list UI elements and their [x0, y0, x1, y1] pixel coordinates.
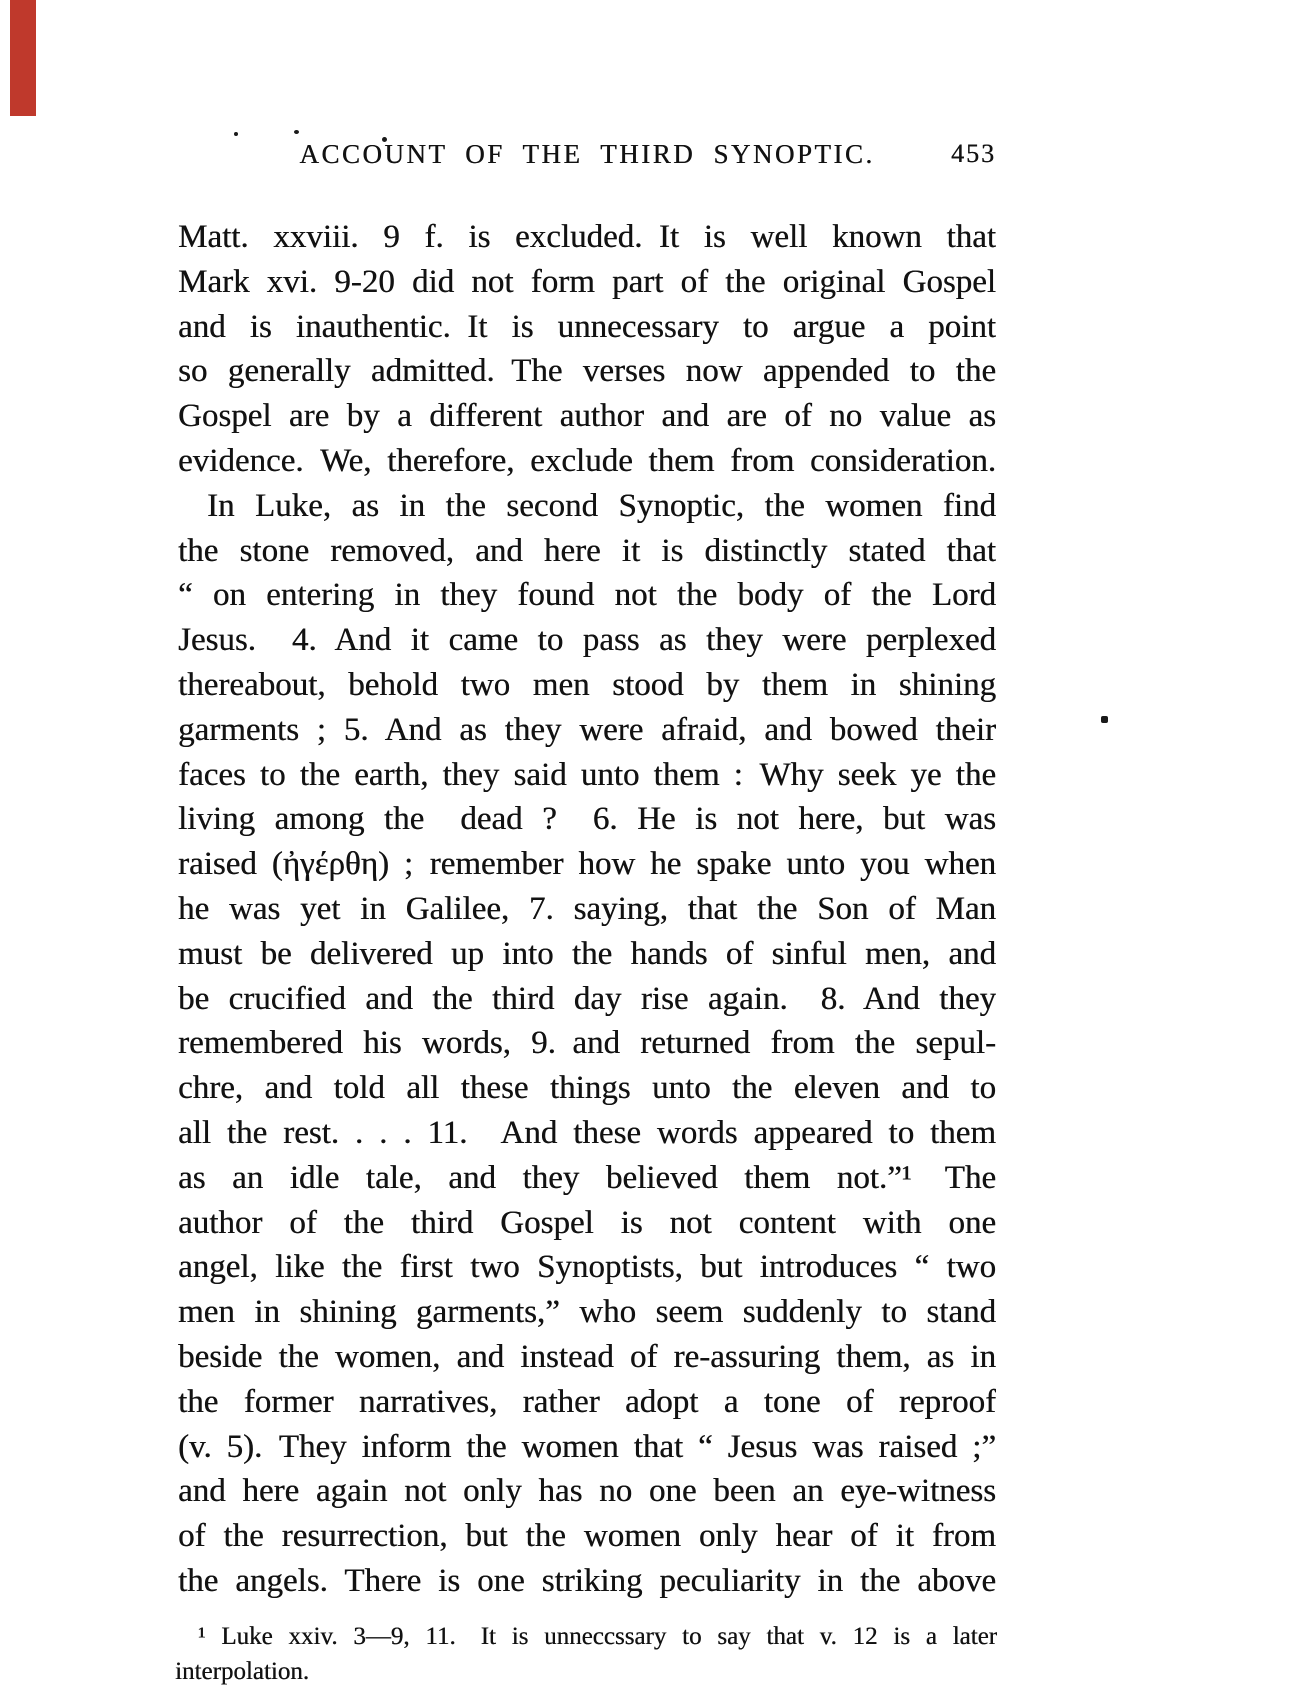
text-line: be crucified and the third day rise again. 8. And they	[178, 980, 996, 1017]
ink-speck	[1101, 716, 1108, 723]
running-header-title: ACCOUNT OF THE THIRD SYNOPTIC.	[299, 139, 875, 169]
text-line: Mark xvi. 9-20 did not form part of the original Gospel	[178, 263, 996, 300]
text-line: Jesus. 4. And it came to pass as they were perplexed	[178, 622, 996, 659]
text-line: and is inauthentic. It is unnecessary to argue a point	[178, 308, 996, 345]
text-line: evidence. We, therefore, exclude them from consideration.	[178, 442, 996, 479]
ink-speck	[234, 132, 238, 136]
text-line: remembered his words, 9. and returned from the sepul-	[178, 1025, 996, 1062]
text-line: (v. 5). They inform the women that “ Jesus was raised ;”	[178, 1428, 996, 1465]
body-text	[178, 215, 996, 1604]
text-line: living among the dead ? 6. He is not here, but was	[178, 801, 996, 838]
text-line: ¹ Luke xxiv. 3—9, 11. It is unneccssary to say that v. 12 is a later	[198, 1623, 997, 1650]
text-line: In Luke, as in the second Synoptic, the women find	[207, 487, 996, 524]
text-line: “ on entering in they found not the body of the Lord	[178, 577, 996, 614]
page-header	[178, 139, 996, 173]
text-line: Matt. xxviii. 9 f. is excluded. It is well known that	[178, 219, 996, 255]
text-line: the angels. There is one striking peculiarity in the above	[178, 1562, 996, 1599]
text-line: beside the women, and instead of re-assuring them, as in	[178, 1338, 996, 1375]
text-line: faces to the earth, they said unto them : Why seek ye the	[178, 756, 996, 793]
text-line: chre, and told all these things unto the eleven and to	[178, 1070, 996, 1107]
text-line: thereabout, behold two men stood by them in shining	[178, 666, 996, 703]
text-line: must be delivered up into the hands of sinful men, and	[178, 935, 996, 972]
text-line: raised (ἠγέρθη) ; remember how he spake unto you when	[178, 846, 996, 883]
text-line: interpolation.	[175, 1658, 309, 1685]
text-line: all the rest. . . . 11. And these words appeared to them	[178, 1114, 996, 1151]
text-line: the former narratives, rather adopt a tone of reproof	[178, 1383, 996, 1420]
text-line: the stone removed, and here it is distinctly stated that	[178, 532, 996, 569]
text-line: Gospel are by a different author and are of no value as	[178, 398, 996, 435]
text-line: so generally admitted. The verses now appended to the	[178, 353, 996, 390]
text-line: author of the third Gospel is not content with one	[178, 1204, 996, 1241]
text-line: angel, like the first two Synoptists, but introduces “ two	[178, 1249, 996, 1286]
text-line: of the resurrection, but the women only hear of it from	[178, 1518, 996, 1555]
page-number: 453	[951, 139, 996, 168]
ink-speck	[294, 130, 299, 134]
text-line: as an idle tale, and they believed them not.”¹ The	[178, 1159, 996, 1196]
footnote-text	[175, 1619, 997, 1689]
text-line: he was yet in Galilee, 7. saying, that the Son of Man	[178, 890, 996, 927]
text-line: men in shining garments,” who seem suddenly to stand	[178, 1294, 996, 1331]
text-line: garments ; 5. And as they were afraid, and bowed their	[178, 711, 996, 748]
text-line: and here again not only has no one been an eye-witness	[178, 1473, 996, 1510]
red-margin-mark	[10, 0, 36, 116]
